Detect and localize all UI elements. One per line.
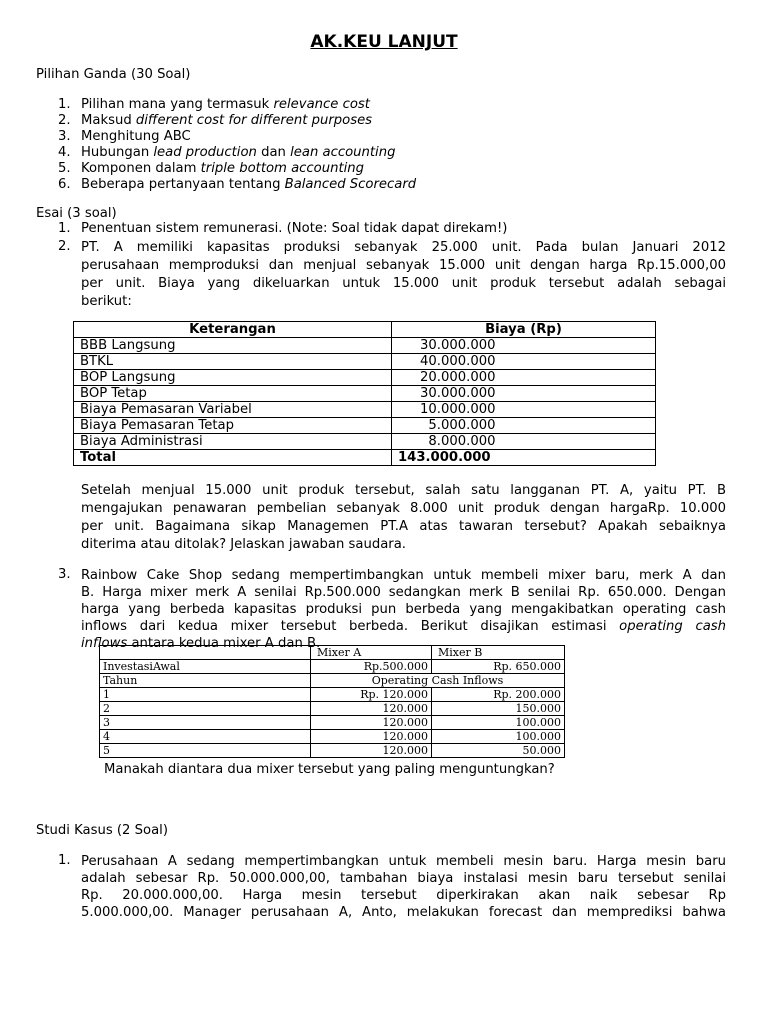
biaya-table [73,321,656,466]
paragraph-line: PT. A memiliki kapasitas produksi sebanyak 25.000 unit. Pada bulan Januari 2012 [81,240,726,255]
table-cell: 4 [100,730,311,744]
mixer-table [99,645,565,758]
table-cell: 100.000 [432,730,565,744]
table-cell: 120.000 [311,716,432,730]
table-row [100,660,565,674]
table-cell: Tahun [100,674,311,688]
table-row [74,418,656,434]
list-item: 2. PT. A memiliki kapasitas produksi sebanyak 25.000 unit. Pada bulan Januari 2012 perusahaan memproduksi dan menjual sebanyak 15.000 unit dengan harga Rp.15.000,00 per unit. Biaya yang dikeluarkan untuk 15.000 unit produk tersebut adalah sebagai berikut: [58,239,726,309]
table-cell: 30.000.000 [392,338,656,354]
table-row [100,688,565,702]
table-row [74,354,656,370]
table-cell: 5.000.000 [392,418,656,434]
table-header: Mixer B [432,646,565,660]
esai-list [36,221,726,311]
paragraph-line: inflows antara kedua mixer A dan B. [81,636,321,651]
table-cell: 100.000 [432,716,565,730]
table-header-row [74,322,656,338]
table-header-row [100,646,565,660]
table-row [74,370,656,386]
table-cell: 120.000 [311,702,432,716]
list-number: 3. [58,567,71,582]
table-row [74,402,656,418]
section-heading-pilihan-ganda: Pilihan Ganda (30 Soal) [36,67,191,82]
table-cell: Total [74,450,392,466]
table-cell: 3 [100,716,311,730]
table-cell: BOP Langsung [74,370,392,386]
table-cell: 8.000.000 [392,434,656,450]
paragraph-line: per unit. Biaya yang dikeluarkan untuk 15.000 unit produk tersebut adalah sebagai [81,276,726,291]
table-header: Mixer A [311,646,432,660]
table-cell: Biaya Pemasaran Variabel [74,402,392,418]
table-row [74,338,656,354]
section-heading-studi-kasus: Studi Kasus (2 Soal) [36,823,168,838]
section-heading-esai: Esai (3 soal) [36,206,117,221]
esai-2-followup [81,482,726,554]
table-cell: InvestasiAwal [100,660,311,674]
table-row [100,702,565,716]
table-cell: 2 [100,702,311,716]
table-cell [100,646,311,660]
paragraph-line: per unit. Bagaimana sikap Managemen PT.A atas tawaran tersebut? Apakah sebaiknya [81,519,726,534]
paragraph-line: mengajukan penawaran pembelian sebanyak 8.000 unit produk dengan hargaRp. 10.000 [81,501,726,516]
paragraph-line: B. Harga mixer merk A senilai Rp.500.000 sedangkan merk B senilai Rp. 650.000. Dengan [81,585,726,600]
paragraph-line: perusahaan memproduksi dan menjual sebanyak 15.000 unit dengan harga Rp.15.000,00 [81,258,726,273]
paragraph-line: berikut: [81,294,132,309]
table-cell: 20.000.000 [392,370,656,386]
list-item: 1. Pilihan mana yang termasuk relevance cost [58,97,370,112]
table-row [100,744,565,758]
page-title: AK.KEU LANJUT [310,32,458,52]
table-cell: Operating Cash Inflows [311,674,565,688]
table-cell: Rp.500.000 [311,660,432,674]
table-cell: BTKL [74,354,392,370]
table-cell: 40.000.000 [392,354,656,370]
list-item: 5. Komponen dalam triple bottom accounting [58,161,365,176]
table-header: Biaya (Rp) [392,322,656,338]
table-cell: 150.000 [432,702,565,716]
pilihan-ganda-list [36,97,726,193]
paragraph-line: 5.000.000,00. Manager perusahaan A, Anto, melakukan forecast dan memprediksi bahwa [81,905,726,920]
table-cell: BBB Langsung [74,338,392,354]
table-total-row [74,450,656,466]
esai-3-paragraph [81,567,726,652]
list-item: 6. Beberapa pertanyaan tentang Balanced Scorecard [58,177,417,192]
table-cell: 10.000.000 [392,402,656,418]
table-cell: 143.000.000 [392,450,656,466]
table-row [100,674,565,688]
list-number: 1. [58,853,71,868]
paragraph-line: adalah sebesar Rp. 50.000.000,00, tambahan biaya instalasi mesin baru tersebut senilai [81,871,726,886]
list-item: 2. Maksud different cost for different purposes [58,113,373,128]
table-cell: Rp. 200.000 [432,688,565,702]
list-item: 1. Penentuan sistem remunerasi. (Note: Soal tidak dapat direkam!) [58,221,508,236]
table-cell: Biaya Administrasi [74,434,392,450]
table-cell: 30.000.000 [392,386,656,402]
table-cell: Rp. 120.000 [311,688,432,702]
table-cell: BOP Tetap [74,386,392,402]
list-item: 3. Menghitung ABC [58,129,191,144]
paragraph-line: inflows dari kedua mixer tersebut berbeda. Berikut disajikan estimasi operating cash [81,619,726,634]
table-cell: Biaya Pemasaran Tetap [74,418,392,434]
paragraph-line: Rainbow Cake Shop sedang mempertimbangkan untuk membeli mixer baru, merk A dan [81,568,726,583]
table-cell: 50.000 [432,744,565,758]
table-row [74,434,656,450]
table-cell: Rp. 650.000 [432,660,565,674]
paragraph-line: harga yang berbeda kapasitas produksi pun berbeda yang mengakibatkan operating cash [81,602,726,617]
paragraph-line: Rp. 20.000.000,00. Harga mesin tersebut diperkirakan akan naik sebesar Rp [81,888,726,903]
paragraph-line: diterima atau ditolak? Jelaskan jawaban saudara. [81,537,406,552]
table-row [74,386,656,402]
paragraph-line: Perusahaan A sedang mempertimbangkan untuk membeli mesin baru. Harga mesin baru [81,854,726,869]
table-cell: 120.000 [311,730,432,744]
paragraph-line: Setelah menjual 15.000 unit produk tersebut, salah satu langganan PT. A, yaitu PT. B [81,483,726,498]
esai-3-question: Manakah diantara dua mixer tersebut yang paling menguntungkan? [104,762,555,777]
studi-kasus-1-paragraph [81,853,726,921]
list-item: 4. Hubungan lead production dan lean accounting [58,145,396,160]
table-row [100,730,565,744]
table-cell: 120.000 [311,744,432,758]
table-cell: 5 [100,744,311,758]
table-cell: 1 [100,688,311,702]
table-row [100,716,565,730]
table-header: Keterangan [74,322,392,338]
